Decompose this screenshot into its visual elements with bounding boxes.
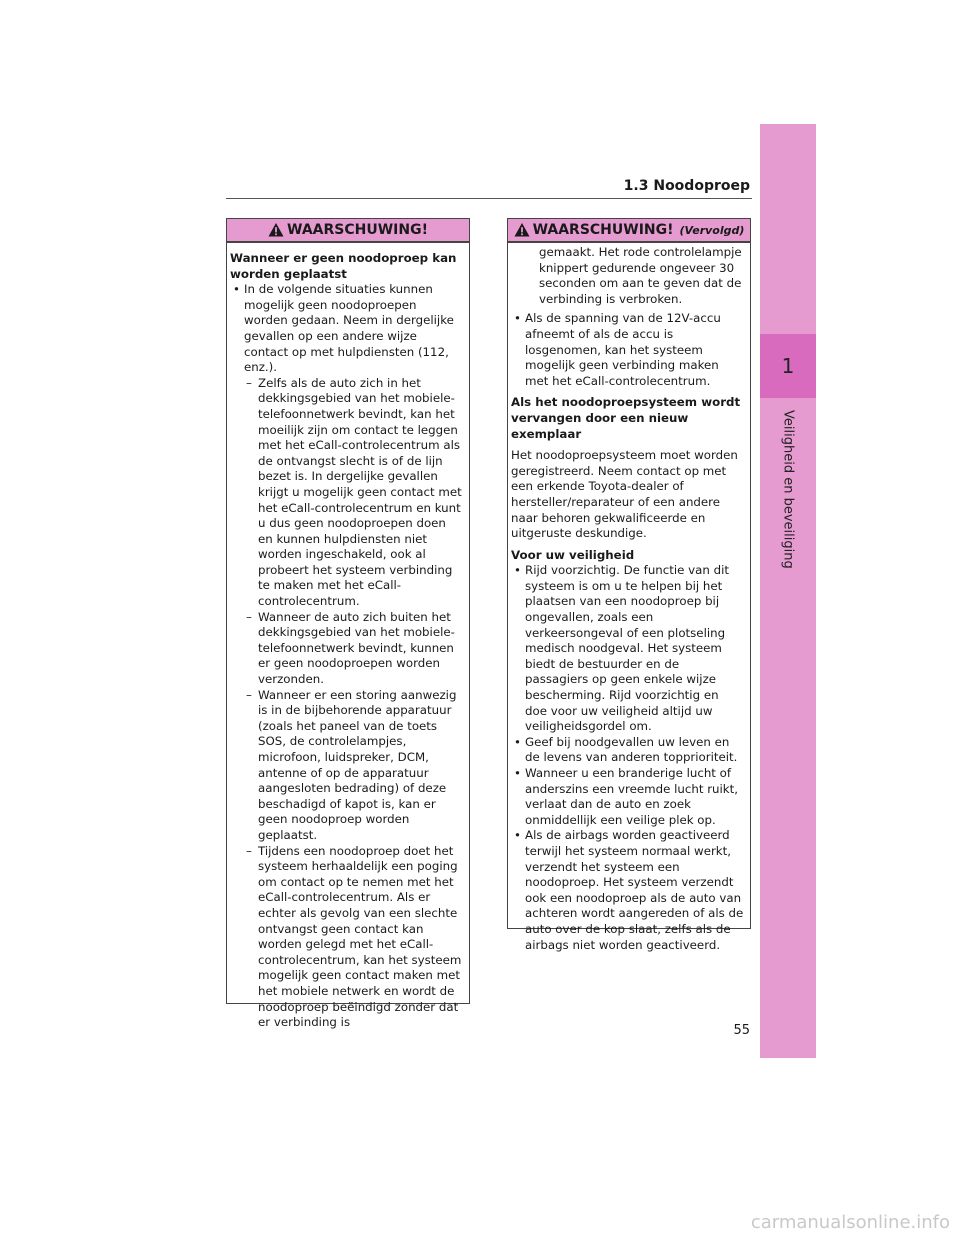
bullet-item: • Geef bij noodgevallen uw leven en de levens van anderen topprioriteit.: [511, 735, 744, 766]
warning-header: [227, 219, 469, 243]
warning-title: WAARSCHUWING!: [532, 222, 674, 238]
subheading-safety: Voor uw veiligheid: [511, 547, 635, 562]
continued-text: gemaakt. Het rode controlelampje knippert gedurende ongeveer 30 seconden om aan te geven dat de verbinding is verbroken.: [539, 245, 742, 306]
warning-triangle-icon: [514, 222, 530, 238]
dash-item: – Tijdens een noodoproep doet het systeem herhaaldelijk een poging om contact op te nemen met het eCall-controlecentrum. Als er echter als gevolg van een slechte ontvangst geen contact kan worden gelegd met het eCall-controlecentrum, kan het systeem mogelijk geen contact maken met het mobiele netwerk en wordt de noodoproep beëindigd zonder dat er verbinding is: [230, 844, 463, 1031]
subheading-no-call: Wanneer er geen noodoproep kan worden geplaatst: [230, 251, 457, 281]
bullet-item: • Rijd voorzichtig. De functie van dit systeem is om u te helpen bij het plaatsen van een noodoproep bij ongevallen, zoals een verkeersongeval of een plotseling medisch noodgeval. Het systeem biedt de bestuurder en de passagiers op geen enkele wijze bescherming. Rijd voorzichtig en doe voor uw veiligheid altijd uw veiligheidsgordel om.: [511, 563, 744, 735]
continued-label: (Vervolgd): [679, 223, 745, 237]
bullet-item: • In de volgende situaties kunnen mogelijk geen noodoproepen worden gedaan. Neem in dergelijke gevallen op een andere wijze contact op met hulpdiensten (112, enz.).: [230, 282, 463, 376]
dash-item: – Wanneer de auto zich buiten het dekkingsgebied van het mobiele-telefoonnetwerk bevindt, kunnen er geen noodoproepen worden verzonden.: [230, 610, 463, 688]
page-number: 55: [733, 1023, 750, 1038]
chapter-number: 1: [760, 334, 816, 398]
dash-item: – Wanneer er een storing aanwezig is in de bijbehorende apparatuur (zoals het paneel van de toets SOS, de controlelampjes, microfoon, luidspreker, DCM, antenne of op de apparatuur aangesloten bedrading) of deze beschadigd of kapot is, kan er geen noodoproep worden geplaatst.: [230, 688, 463, 844]
warning-box-left: [226, 218, 470, 1030]
warning-title: WAARSCHUWING!: [287, 222, 428, 238]
warning-box-right: [507, 218, 751, 952]
paragraph: Het noodoproepsysteem moet worden geregistreerd. Neem contact op met een erkende Toyota-dealer of hersteller/reparateur of een andere naar behoren gekwalificeerde en uitgeruste deskundige.: [511, 448, 738, 541]
dash-item: – Zelfs als de auto zich in het dekkingsgebied van het mobiele-telefoonnetwerk bevindt, kan het moeilijk zijn om contact te leggen met het eCall-controlecentrum als de ontvangst slecht is of de lijn bezet is. In dergelijke gevallen krijgt u mogelijk geen contact met het eCall-controlecentrum en kunt u dus geen noodoproepen doen en kunnen hulpdiensten niet worden ingeschakeld, ook al probeert het systeem verbinding te maken met het eCall-controlecentrum.: [230, 376, 463, 610]
subheading-replacement: Als het noodoproepsysteem wordt vervangen door een nieuw exemplaar: [511, 395, 741, 441]
section-divider: [226, 198, 752, 199]
chapter-label: Veiligheid en beveiliging: [780, 410, 796, 569]
bullet-item: • Als de spanning van de 12V-accu afneemt of als de accu is losgenomen, kan het systeem mogelijk geen verbinding maken met het eCall-controlecentrum.: [511, 311, 744, 389]
section-title: 1.3 Noodoproep: [623, 178, 750, 194]
warning-header: [508, 219, 750, 243]
bullet-item: • Als de airbags worden geactiveerd terwijl het systeem normaal werkt, verzendt het systeem een noodoproep. Het systeem verzendt ook een noodoproep als de auto van achteren wordt aangereden of als de auto over de kop slaat, zelfs als de airbags niet worden geactiveerd.: [511, 828, 744, 953]
warning-triangle-icon: [268, 222, 284, 238]
watermark: carmanualsonline.info: [750, 1212, 950, 1233]
bullet-item: • Wanneer u een branderige lucht of anderszins een vreemde lucht ruikt, verlaat dan de auto en zoek onmiddellijk een veilige plek op.: [511, 766, 744, 828]
